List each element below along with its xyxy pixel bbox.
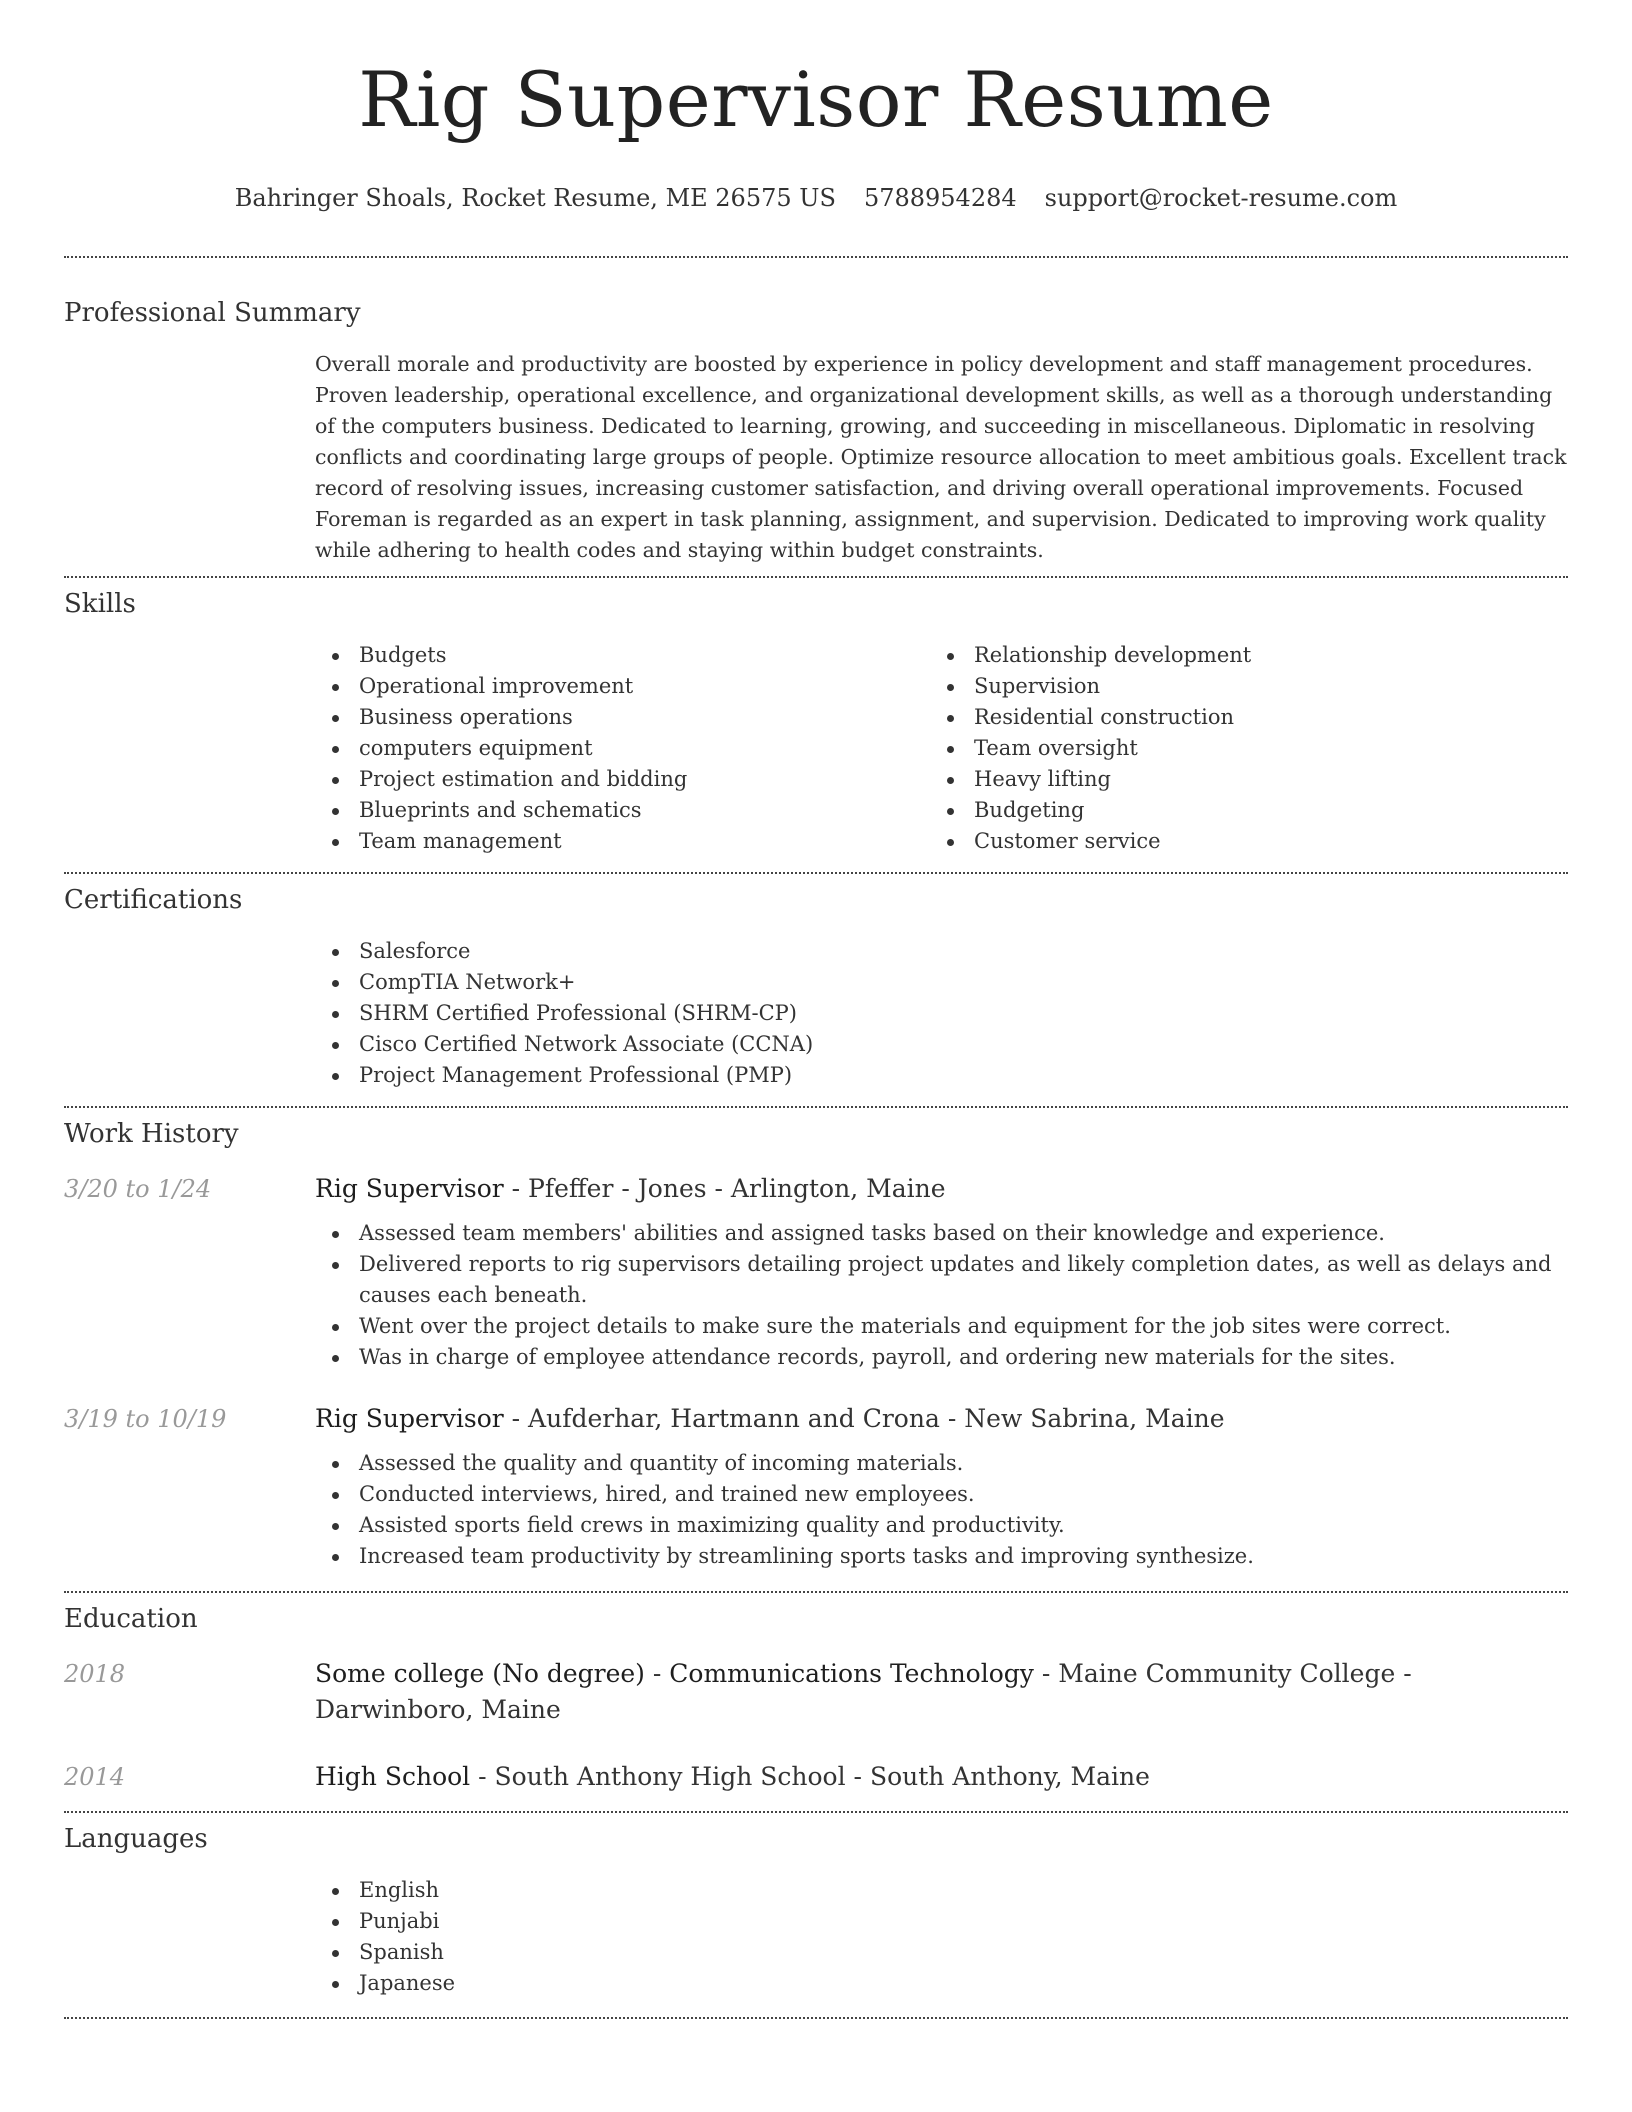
school-name: Maine Community College [1058,1659,1396,1688]
field-of-study: Communications Technology [669,1659,1034,1688]
contact-info [64,182,1568,214]
skills-grid [315,640,1568,857]
education-entry [64,1759,1568,1795]
list-item: Team oversight [930,733,1545,764]
skills-list-left [315,640,930,857]
page-title: Rig Supervisor Resume [358,55,1274,144]
job-title: Rig Supervisor [315,1174,504,1203]
work-entry [64,1401,1568,1572]
divider [64,1811,1568,1813]
separator: - [1033,1659,1059,1688]
section-title-work: Work History [64,1119,239,1149]
list-item: Heavy lifting [930,764,1545,795]
degree: High School [315,1762,471,1791]
list-item: Budgets [315,640,930,671]
certifications-list [315,936,1568,1091]
list-item: Salesforce [315,936,1568,967]
list-item: Assessed the quality and quantity of incoming materials. [315,1448,1568,1479]
work-bullets [315,1218,1568,1373]
divider [64,1591,1568,1593]
education-heading [315,1656,1568,1728]
list-item: Assessed team members' abilities and assigned tasks based on their knowledge and experience. [315,1218,1568,1249]
list-item: English [315,1875,1568,1906]
list-item: Cisco Certified Network Associate (CCNA) [315,1029,1568,1060]
job-location: Arlington, Maine [730,1174,946,1203]
job-title: Rig Supervisor [315,1404,504,1433]
divider [64,256,1568,258]
work-details [315,1401,1568,1572]
summary-text: Overall morale and productivity are boosted by experience in policy development and staff management procedures. Proven leadership, operational excellence, and organizational development skills, as well as a thorough understanding of the computers business. Dedicated to learning, growing, and succeeding in miscellaneous. Diplomatic in resolving conflicts and coordinating large groups of people. Optimize resource allocation to meet ambitious goals. Excellent track record of resolving issues, increasing customer satisfaction, and driving overall operational improvements. Focused Foreman is regarded as an expert in task planning, assignment, and supervision. Dedicated to improving work quality while adhering to health codes and staying within budget constraints. [315,352,1567,562]
skills-section [64,587,1568,857]
list-item: Supervision [930,671,1545,702]
company-name: Pfeffer - Jones [528,1174,707,1203]
work-details [315,1171,1568,1373]
education-entry [64,1656,1568,1728]
degree: Some college (No degree) [315,1659,645,1688]
separator: - [644,1659,670,1688]
list-item: Delivered reports to rig supervisors detailing project updates and likely completion dates, as well as delays and causes each beneath. [315,1249,1568,1311]
divider [64,872,1568,874]
list-item: Increased team productivity by streamlining sports tasks and improving synthesize. [315,1541,1568,1572]
list-item: Was in charge of employee attendance records, payroll, and ordering new materials for the sites. [315,1342,1568,1373]
list-item: Project Management Professional (PMP) [315,1060,1568,1091]
certifications-section [64,883,1568,1091]
separator: - [845,1762,870,1791]
resume-header [64,0,1568,214]
list-item: Operational improvement [315,671,930,702]
company-name: Aufderhar, Hartmann and Crona [528,1404,940,1433]
school-location: South Anthony, Maine [869,1762,1150,1791]
list-item: Team management [315,826,930,857]
section-title-skills: Skills [64,589,136,619]
separator: - [470,1762,495,1791]
list-item: Blueprints and schematics [315,795,930,826]
list-item: Conducted interviews, hired, and trained new employees. [315,1479,1568,1510]
list-item: Project estimation and bidding [315,764,930,795]
skills-list-right [930,640,1545,857]
school-name: South Anthony High School [494,1762,846,1791]
list-item: CompTIA Network+ [315,967,1568,998]
divider [64,576,1568,578]
separator: - [503,1174,529,1203]
divider [64,2017,1568,2019]
work-bullets [315,1448,1568,1572]
list-item: Budgeting [930,795,1545,826]
list-item: Residential construction [930,702,1545,733]
resume-page [64,0,1568,2019]
education-heading [315,1759,1568,1795]
education-section [64,1602,1568,1795]
separator: - [1395,1659,1412,1688]
list-item: SHRM Certified Professional (SHRM-CP) [315,998,1568,1029]
work-heading [315,1401,1568,1437]
list-item: Relationship development [930,640,1545,671]
work-heading [315,1171,1568,1207]
school-location: Darwinboro, Maine [315,1695,561,1724]
list-item: Business operations [315,702,930,733]
section-title-education: Education [64,1604,198,1634]
section-title-certifications: Certifications [64,885,243,915]
list-item: Went over the project details to make sure the materials and equipment for the job sites were correct. [315,1311,1568,1342]
separator: - [939,1404,965,1433]
work-dates: 3/19 to 10/19 [64,1405,227,1433]
list-item: Customer service [930,826,1545,857]
languages-section [64,1822,1568,1999]
list-item: Punjabi [315,1906,1568,1937]
education-year: 2018 [64,1660,126,1688]
job-location: New Sabrina, Maine [964,1404,1225,1433]
contact-email: support@rocket-resume.com [1044,184,1398,212]
languages-list [315,1875,1568,1999]
list-item: computers equipment [315,733,930,764]
contact-address: Bahringer Shoals, Rocket Resume, ME 26575 US [234,184,836,212]
list-item: Japanese [315,1968,1568,1999]
separator: - [706,1174,731,1203]
section-title-languages: Languages [64,1824,208,1854]
list-item: Assisted sports field crews in maximizing quality and productivity. [315,1510,1568,1541]
work-dates: 3/20 to 1/24 [64,1175,212,1203]
work-section [64,1117,1568,1572]
summary-section [64,296,1568,566]
contact-phone: 5788954284 [863,184,1017,212]
work-entry [64,1171,1568,1373]
separator: - [503,1404,529,1433]
list-item: Spanish [315,1937,1568,1968]
education-year: 2014 [64,1763,126,1791]
divider [64,1106,1568,1108]
section-title-summary: Professional Summary [64,298,361,328]
